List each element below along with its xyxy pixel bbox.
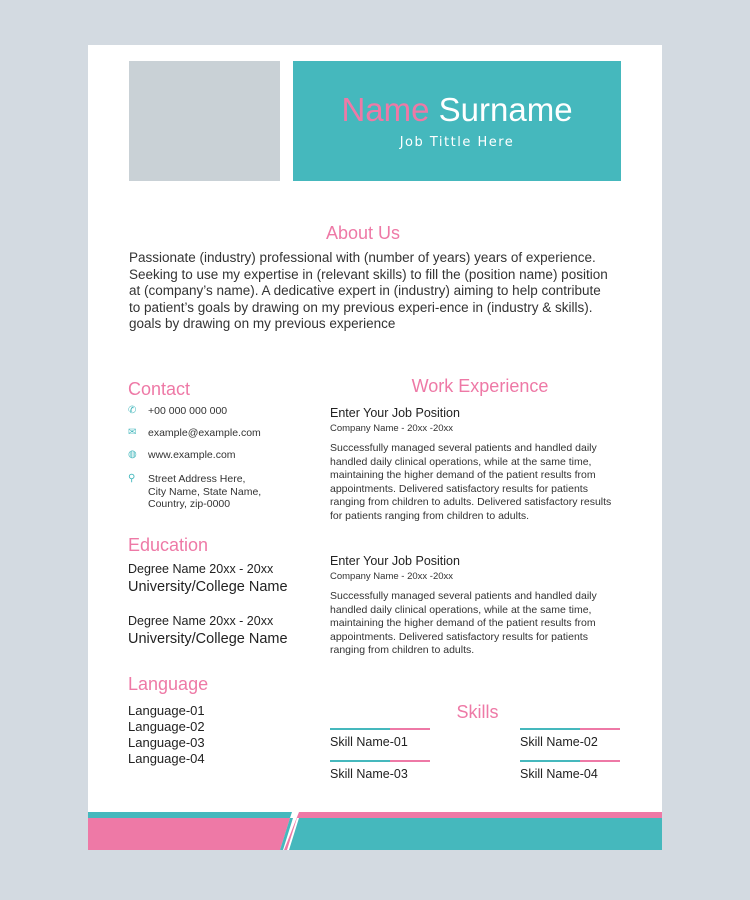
job-description: Successfully managed several patients and handled daily handled daily clinical operations, while at the same time, maintaining the higher demand of the patient results from appointments. Delivered satisfactory results for patients ranging from children to adults. Delivered satisfactory results for patients ranging from children to adults.: [330, 442, 612, 522]
skills-title: Skills: [456, 702, 499, 722]
education-title: Education: [128, 535, 209, 555]
footer-decoration: [88, 812, 662, 850]
language-item: Language-02: [128, 719, 205, 734]
phone-text: +00 000 000 000: [148, 405, 228, 417]
footer-teal-block: [289, 818, 662, 850]
skill-name: Skill Name-04: [520, 767, 598, 781]
contact-address: [128, 473, 261, 511]
skill-item: [330, 760, 430, 781]
job-position: Enter Your Job Position: [330, 554, 460, 568]
globe-icon: ◍: [128, 449, 137, 460]
job-title: Job Tittle Here: [399, 135, 515, 150]
work-item: [330, 406, 620, 523]
contact-phone: [128, 405, 227, 417]
phone-icon: ✆: [128, 405, 137, 416]
language-item: Language-03: [128, 735, 205, 750]
skill-bar: [330, 760, 430, 762]
school: University/College Name: [128, 631, 288, 647]
mail-icon: ✉: [128, 427, 137, 438]
name-header: [293, 61, 621, 181]
language-item: Language-04: [128, 751, 205, 766]
company: Company Name - 20xx -20xx: [330, 571, 454, 582]
contact-title: Contact: [128, 379, 191, 399]
education-item: [128, 562, 288, 595]
degree: Degree Name 20xx - 20xx: [128, 614, 274, 628]
language-title: Language: [128, 674, 209, 694]
full-name: [293, 91, 621, 129]
address-line: Street Address Here,: [148, 473, 246, 485]
skill-name: Skill Name-01: [330, 735, 408, 749]
contact-email[interactable]: [128, 427, 261, 439]
footer-teal-strip: [88, 812, 292, 818]
language-list: [128, 703, 205, 767]
photo-placeholder: [129, 61, 280, 181]
skill-item: [330, 728, 430, 749]
work-title: Work Experience: [411, 376, 549, 396]
skill-name: Skill Name-02: [520, 735, 598, 749]
work-item: [330, 554, 620, 658]
job-description: Successfully managed several patients and handled daily handled daily clinical operations, while at the same time, maintaining the higher demand of the patient results from appointments. Delivered satisfactory results for patients ranging from children to adults.: [330, 590, 597, 656]
email-text: example@example.com: [148, 427, 261, 439]
resume-page: [88, 45, 662, 850]
website-text: www.example.com: [148, 449, 236, 461]
skill-name: Skill Name-03: [330, 767, 408, 781]
education-item: [128, 614, 288, 647]
skill-item: [520, 760, 620, 781]
skill-bar: [520, 728, 620, 730]
company: Company Name - 20xx -20xx: [330, 423, 454, 434]
degree: Degree Name 20xx - 20xx: [128, 562, 274, 576]
job-position: Enter Your Job Position: [330, 406, 460, 420]
address-line: City Name, State Name,: [148, 485, 262, 498]
skill-bar: [520, 760, 620, 762]
last-name: Surname: [438, 91, 573, 128]
skill-bar: [330, 728, 430, 730]
skill-item: [520, 728, 620, 749]
address-line: Country, zip-0000: [148, 498, 231, 510]
school: University/College Name: [128, 579, 288, 595]
contact-website[interactable]: [128, 449, 236, 461]
language-item: Language-01: [128, 703, 205, 718]
first-name: Name: [341, 91, 430, 128]
footer-pink-block: [88, 818, 290, 850]
about-text: Passionate (industry) professional with (number of years) years of experience. Seeking to use my expertise in (relevant skills) to fill the (position name) position at (company’s name). A dedicative expert in (industry) aiming to help contribute to patient’s goals by drawing on my previous experi-ence in (industry & skills). goals by drawing on my previous experience: [129, 250, 608, 331]
about-title: About Us: [325, 223, 401, 243]
location-icon: ⚲: [128, 473, 136, 484]
